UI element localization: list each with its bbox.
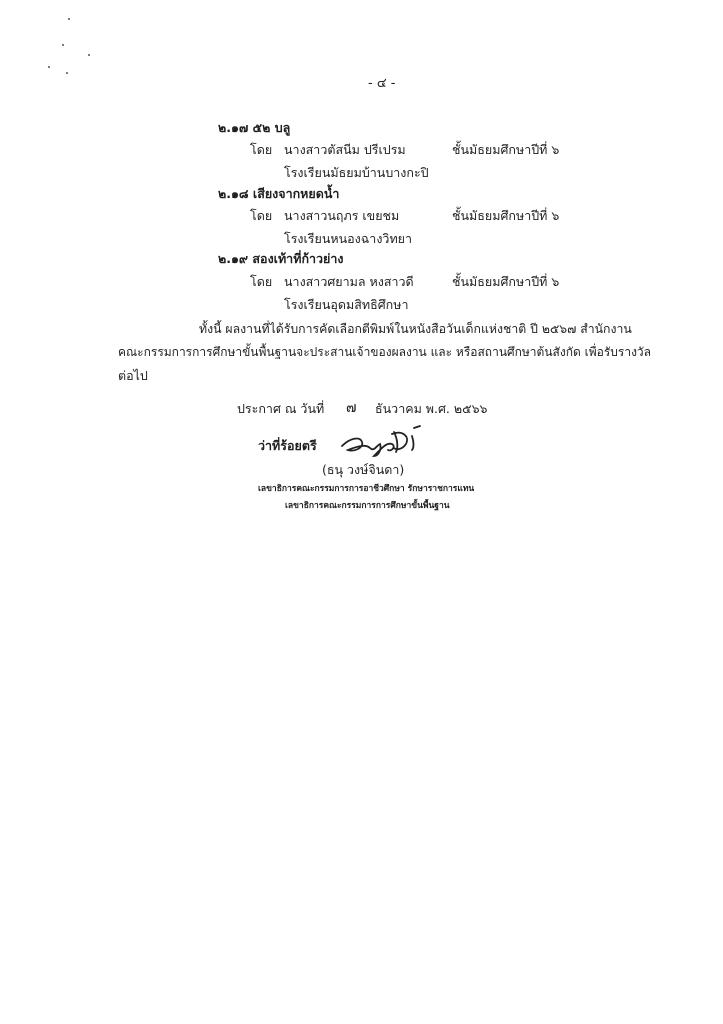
entry-school: โรงเรียนมัธยมบ้านบางกะปิ — [284, 165, 429, 180]
signer-rank: ว่าที่ร้อยตรี — [258, 438, 317, 453]
signer-position: เลขาธิการคณะกรรมการการศึกษาขั้นพื้นฐาน — [285, 501, 450, 511]
entry-title: ๒.๑๙ สองเท้าที่ก้าวย่าง — [218, 251, 344, 266]
page-number: - ๔ - — [368, 76, 396, 91]
entry-school: โรงเรียนอุดมสิทธิศึกษา — [284, 297, 409, 312]
paragraph-line: ต่อไป — [118, 368, 148, 383]
entry-by-label: โดย — [250, 208, 273, 223]
handwritten-signature — [336, 420, 446, 462]
entry-grade: ชั้นมัธยมศึกษาปีที่ ๖ — [452, 208, 560, 223]
signer-position: เลขาธิการคณะกรรมการการอาชีวศึกษา รักษาราชการแทน — [258, 484, 475, 494]
announce-prefix: ประกาศ ณ วันที่ — [237, 401, 325, 416]
scan-speck — [68, 18, 70, 20]
entry-author-name: นางสาวตัสนีม ปรีเปรม — [284, 142, 406, 157]
scan-speck — [48, 66, 50, 68]
entry-school: โรงเรียนหนองฉางวิทยา — [284, 231, 413, 246]
entry-by-label: โดย — [250, 274, 273, 289]
entry-author-name: นางสาวนฤภร เขยชม — [284, 208, 400, 223]
entry-title: ๒.๑๘ เสียงจากหยดน้ำ — [218, 186, 340, 201]
paragraph-line: ทั้งนี้ ผลงานที่ได้รับการคัดเลือกตีพิมพ์ในหนังสือวันเด็กแห่งชาติ ปี ๒๕๖๗ สำนักงาน — [199, 322, 632, 336]
paragraph-line: คณะกรรมการการศึกษาขั้นพื้นฐานจะประสานเจ้าของผลงาน และ หรือสถานศึกษาต้นสังกัด เพื่อรับรางวัล — [118, 345, 652, 359]
scan-speck — [88, 54, 90, 56]
announce-date: ธันวาคม พ.ศ. ๒๕๖๖ — [375, 401, 488, 416]
entry-grade: ชั้นมัธยมศึกษาปีที่ ๖ — [452, 142, 560, 157]
entry-author-name: นางสาวศยามล หงสาวดี — [284, 274, 414, 289]
scan-speck — [62, 44, 64, 46]
announce-day: ๗ — [346, 400, 357, 416]
entry-title: ๒.๑๗ ๕๒ บลู — [218, 120, 291, 135]
entry-by-label: โดย — [250, 142, 273, 157]
entry-grade: ชั้นมัธยมศึกษาปีที่ ๖ — [452, 274, 560, 289]
signer-name: (ธนุ วงษ์จินดา) — [322, 462, 405, 477]
scan-speck — [66, 72, 68, 74]
